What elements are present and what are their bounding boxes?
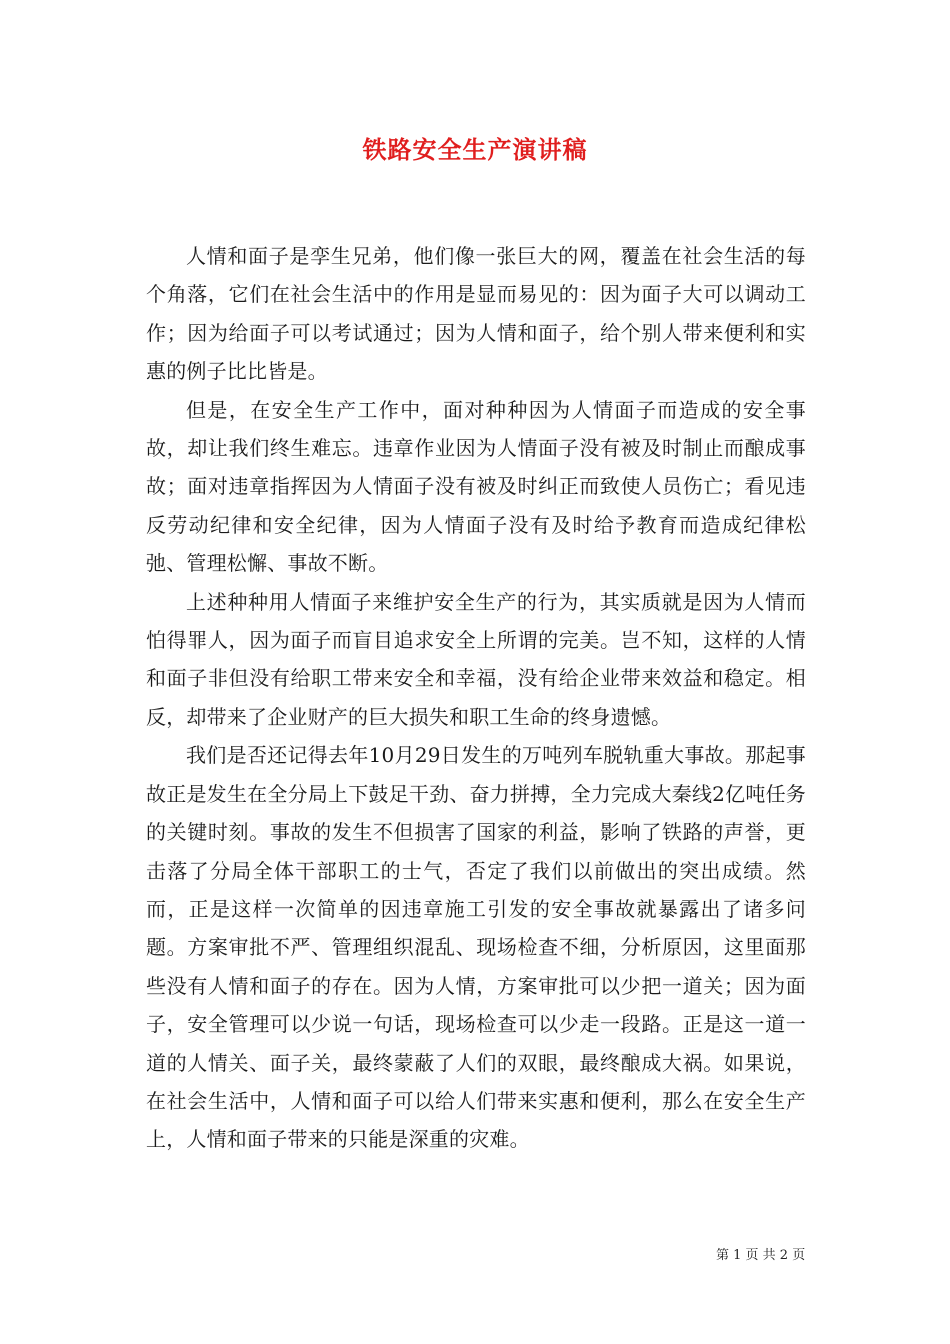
paragraph-3: 上述种种用人情面子来维护安全生产的行为，其实质就是因为人情而怕得罪人，因为面子而盲目追求安全上所谓的完美。岂不知，这样的人情和面子非但没有给职工带来安全和幸福，没有给企业带来效益和稳定。相反，却带来了企业财产的巨大损失和职工生命的终身遗憾。 [146, 589, 806, 729]
document-body [146, 237, 806, 1159]
paragraph-1: 人情和面子是孪生兄弟，他们像一张巨大的网，覆盖在社会生活的每个角落，它们在社会生活中的作用是显而易见的：因为面子大可以调动工作；因为给面子可以考试通过；因为人情和面子，给个别人带来便利和实惠的例子比比皆是。 [146, 244, 806, 384]
paragraph-2: 但是，在安全生产工作中，面对种种因为人情面子而造成的安全事故，却让我们终生难忘。违章作业因为人情面子没有被及时制止而酿成事故；面对违章指挥因为人情面子没有被及时纠正而致使人员伤亡；看见违反劳动纪律和安全纪律，因为人情面子没有及时给予教育而造成纪律松弛、管理松懈、事故不断。 [146, 397, 806, 576]
document-title: 铁路安全生产演讲稿 [362, 135, 588, 164]
page-number: 第 1 页 共 2 页 [716, 1248, 806, 1263]
paragraph-4: 我们是否还记得去年10月29日发生的万吨列车脱轨重大事故。那起事故正是发生在全分局上下鼓足干劲、奋力拼搏，全力完成大秦线2亿吨任务的关键时刻。事故的发生不但损害了国家的利益，影响了铁路的声誉，更击落了分局全体干部职工的士气，否定了我们以前做出的突出成绩。然而，正是这样一次简单的因违章施工引发的安全事故就暴露出了诸多问题。方案审批不严、管理组织混乱、现场检查不细，分析原因，这里面那些没有人情和面子的存在。因为人情，方案审批可以少把一道关；因为面子，安全管理可以少说一句话，现场检查可以少走一段路。正是这一道一道的人情关、面子关，最终蒙蔽了人们的双眼，最终酿成大祸。如果说，在社会生活中，人情和面子可以给人们带来实惠和便利，那么在安全生产上，人情和面子带来的只能是深重的灾难。 [146, 743, 806, 1152]
